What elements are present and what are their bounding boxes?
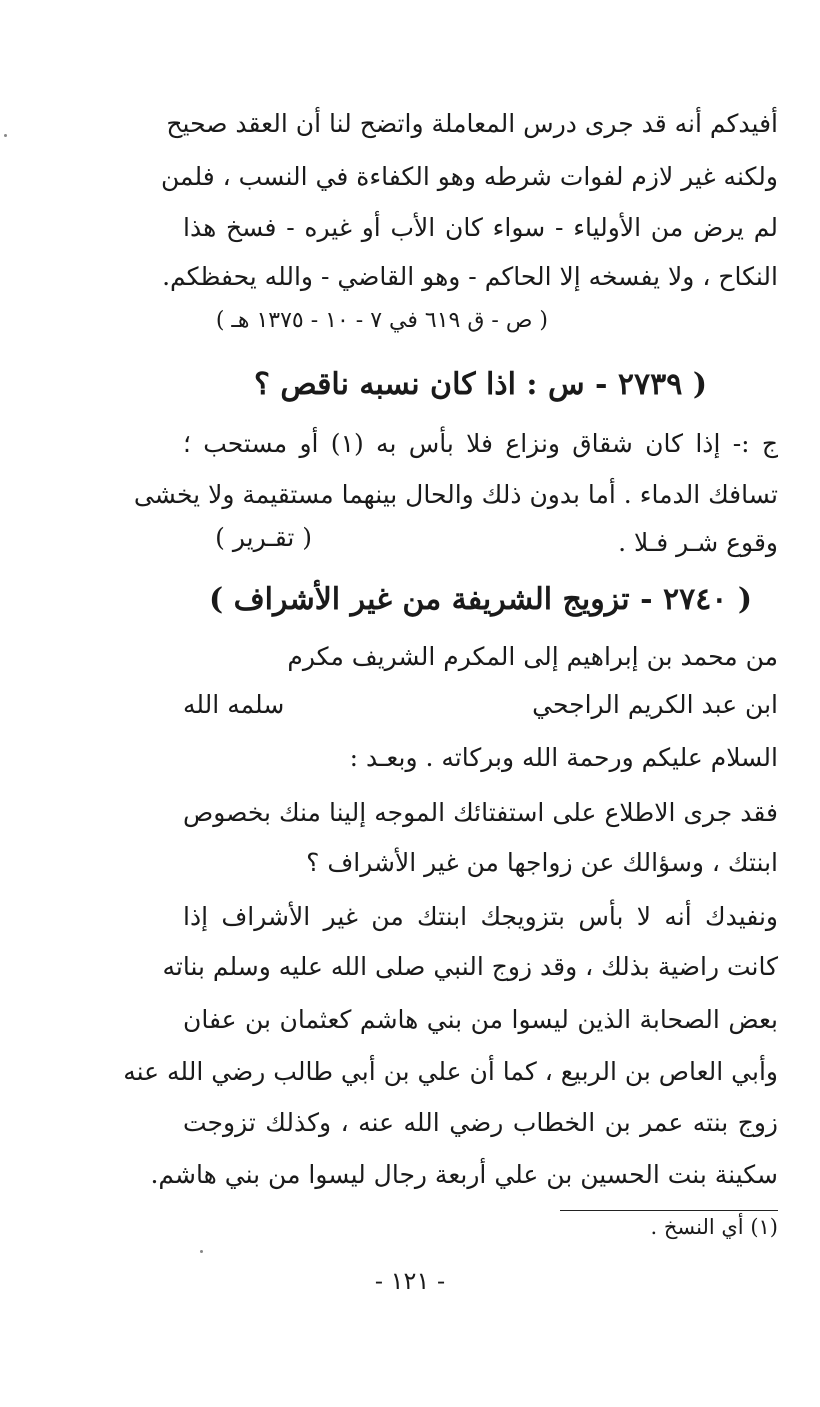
paragraph-line: ولكنه غير لازم لفوات شرطه وهو الكفاءة في النسب ، فلمن [160, 162, 778, 191]
letter-from-line: من محمد بن إبراهيم إلى المكرم الشريف مكرم [287, 642, 778, 671]
section-heading-2740: ( ٢٧٤٠ - تزويج الشريفة من غير الأشراف ) [208, 582, 753, 617]
paragraph-line: سكينة بنت الحسين بن علي أربعة رجال ليسوا من بني هاشم. [150, 1160, 778, 1189]
paragraph-line: ابنتك ، وسؤالك عن زواجها من غير الأشراف ؟ [306, 848, 778, 877]
page-number: - ١٢١ - [374, 1267, 446, 1295]
recipient-name: ابن عبد الكريم الراجحي [532, 690, 778, 719]
paragraph-line: فقد جرى الاطلاع على استفتائك الموجه إلينا منك بخصوص [183, 798, 778, 827]
paragraph-line: أفيدكم أنه قد جرى درس المعاملة واتضح لنا أن العقد صحيح [166, 109, 778, 138]
paragraph-line: ونفيدك أنه لا بأس بتزويجك ابنتك من غير الأشراف إذا [183, 902, 778, 931]
paragraph-line: وقوع شـر فـلا . [618, 528, 778, 557]
section-heading-2739: ( ٢٧٣٩ - س : اذا كان نسبه ناقص ؟ [253, 367, 708, 402]
blessing-text: سلمه الله [183, 690, 285, 719]
reference-citation: ( ص - ق ٦١٩ في ٧ - ١٠ - ١٣٧٥ هـ ) [215, 308, 548, 333]
footnote: (١) أي النسخ . [650, 1215, 778, 1239]
paragraph-line: زوج بنته عمر بن الخطاب رضي الله عنه ، وكذلك تزوجت [183, 1108, 778, 1137]
paragraph-line: كانت راضية بذلك ، وقد زوج النبي صلى الله عليه وسلم بناته [162, 952, 778, 981]
paragraph-line: تسافك الدماء . أما بدون ذلك والحال بينهما مستقيمة ولا يخشى [133, 480, 778, 509]
scan-speck [200, 1250, 203, 1253]
paragraph-line: وأبي العاص بن الربيع ، كما أن علي بن أبي طالب رضي الله عنه [123, 1057, 778, 1086]
greeting-line: السلام عليكم ورحمة الله وبركاته . وبعـد : [349, 743, 778, 772]
paragraph-line: بعض الصحابة الذين ليسوا من بني هاشم كعثمان بن عفان [183, 1005, 778, 1034]
paragraph-line: لم يرض من الأولياء - سواء كان الأب أو غيره - فسخ هذا [183, 213, 778, 242]
scan-speck [4, 134, 7, 137]
source-label: ( تقـرير ) [215, 523, 312, 552]
footnote-divider [560, 1210, 778, 1211]
paragraph-line: النكاح ، ولا يفسخه إلا الحاكم - وهو القاضي - والله يحفظكم. [162, 262, 778, 291]
paragraph-line: ج :- إذا كان شقاق ونزاع فلا بأس به (١) أو مستحب ؛ [183, 429, 779, 458]
